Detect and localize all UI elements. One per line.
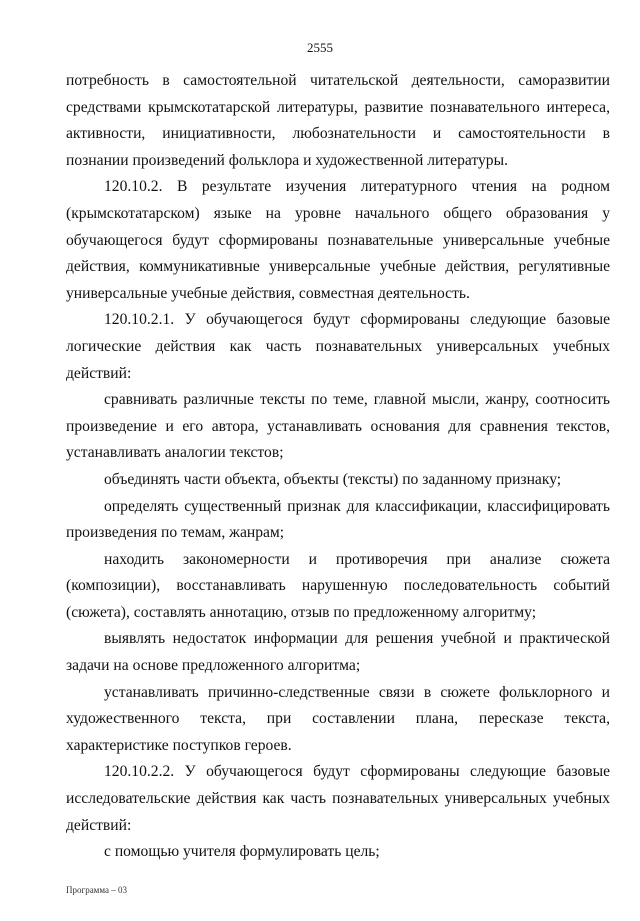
paragraph-continuation: потребность в самостоятельной читательской деятельности, саморазвитии средствами крымскотатарской литературы, развитие познавательного интереса, активности, инициативности, любознательности и самостоятельности в познании произведений фольклора и художественной литературы.: [66, 72, 610, 169]
paragraph-120-10-2-1: 120.10.2.1. У обучающегося будут сформированы следующие базовые логические действия как часть познавательных универсальных учебных действий:: [66, 311, 610, 382]
list-item: объединять части объекта, объекты (тексты) по заданному признаку;: [104, 470, 562, 488]
list-item: с помощью учителя формулировать цель;: [104, 843, 380, 861]
list-item: сравнивать различные тексты по теме, главной мысли, жанру, соотносить произведение и его автора, устанавливать основания для сравнения текстов, устанавливать аналогии текстов;: [66, 391, 610, 462]
list-item: выявлять недостаток информации для решения учебной и практической задачи на основе предложенного алгоритма;: [66, 630, 610, 675]
page-number: 2555: [307, 40, 333, 55]
list-item: определять существенный признак для классификации, классифицировать произведения по темам, жанрам;: [66, 497, 610, 542]
document-body: [66, 68, 610, 866]
list-item: устанавливать причинно-следственные связи в сюжете фольклорного и художественного текста, при составлении плана, пересказе текста, характеристике поступков героев.: [66, 683, 610, 754]
paragraph-120-10-2: 120.10.2. В результате изучения литературного чтения на родном (крымскотатарском) языке на уровне начального общего образования у обучающегося будут сформированы познавательные универсальные учебные действия, коммуникативные универсальные учебные действия, регулятивные универсальные учебные действия, совместная деятельность.: [66, 178, 610, 302]
paragraph-120-10-2-2: 120.10.2.2. У обучающегося будут сформированы следующие базовые исследовательские действия как часть познавательных универсальных учебных действий:: [66, 763, 610, 834]
list-item: находить закономерности и противоречия при анализе сюжета (композиции), восстанавливать нарушенную последовательность событий (сюжета), составлять аннотацию, отзыв по предложенному алгоритму;: [66, 550, 610, 621]
footer-label: Программа – 03: [66, 885, 128, 895]
